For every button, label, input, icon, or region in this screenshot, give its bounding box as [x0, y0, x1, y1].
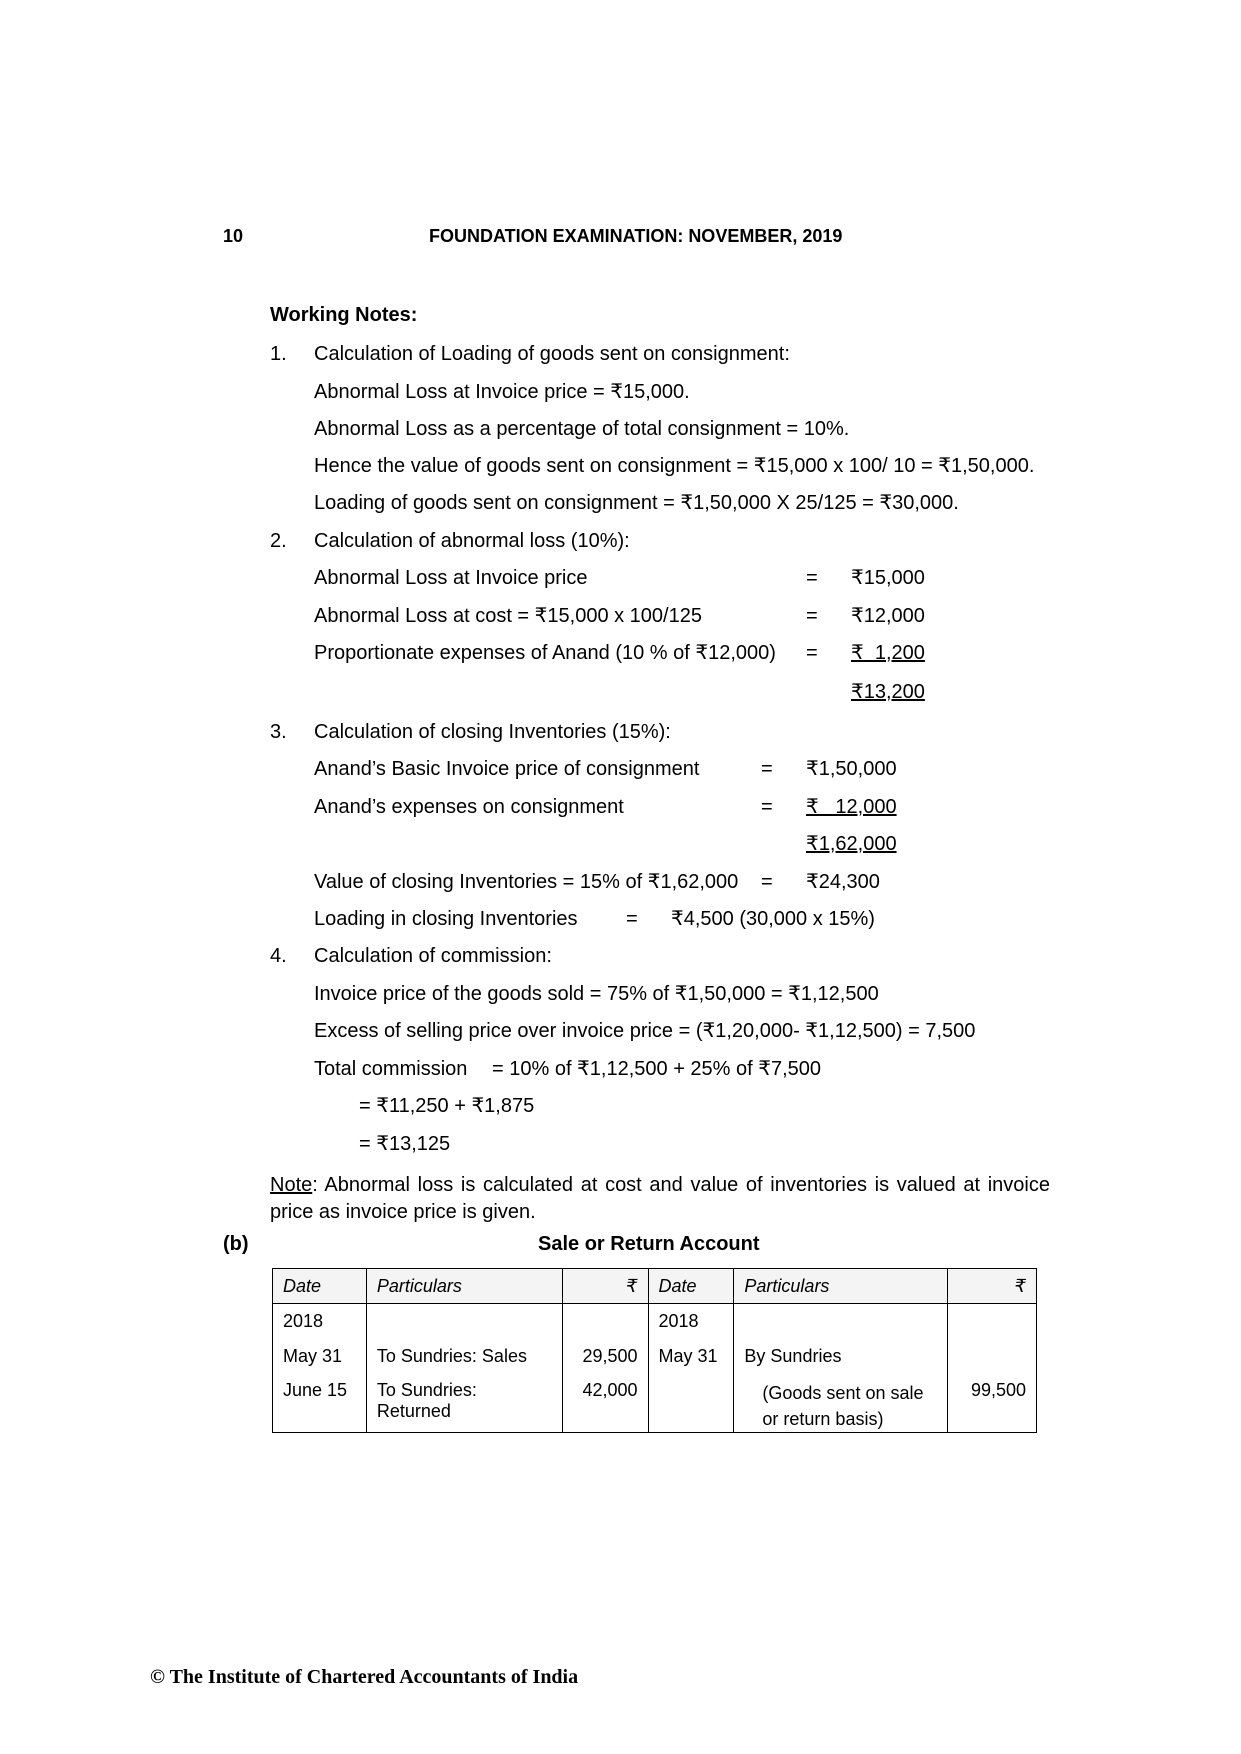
column-header-amount: ₹ — [562, 1269, 648, 1304]
table-cell-particulars: To Sundries: Sales — [366, 1339, 562, 1374]
note-3-total: ₹1,62,000 — [806, 833, 897, 855]
note-4-line-2: Excess of selling price over invoice price = (₹1,20,000- ₹1,12,500) = 7,500 — [314, 1020, 976, 1042]
column-header-amount: ₹ — [948, 1269, 1037, 1304]
note-2-row-equals: = — [806, 605, 818, 627]
table-cell-amount — [948, 1304, 1037, 1340]
column-header-date: Date — [273, 1269, 367, 1304]
page-number: 10 — [223, 226, 244, 246]
table-row — [273, 1304, 1037, 1340]
note-paragraph — [270, 1172, 1050, 1226]
table-cell-particulars — [734, 1304, 948, 1340]
note-2-row-value: ₹15,000 — [851, 567, 925, 589]
column-header-particulars: Particulars — [734, 1269, 948, 1304]
table-cell-date: 2018 — [648, 1304, 734, 1340]
closing-inventories-equals: = — [761, 871, 773, 893]
note-2-title: Calculation of abnormal loss (10%): — [314, 530, 630, 552]
note-4-title: Calculation of commission: — [314, 945, 552, 967]
closing-inventories-value: ₹24,300 — [806, 871, 880, 893]
total-commission-value: = 10% of ₹1,12,500 + 25% of ₹7,500 — [492, 1058, 822, 1080]
loading-closing-value: ₹4,500 (30,000 x 15%) — [671, 908, 875, 930]
note-1-line-2: Abnormal Loss as a percentage of total consignment = 10%. — [314, 418, 850, 440]
table-cell-date — [648, 1374, 734, 1433]
note-3-row-value: ₹1,50,000 — [806, 758, 897, 780]
note-4-line-1: Invoice price of the goods sold = 75% of ₹1,50,000 = ₹1,12,500 — [314, 983, 879, 1005]
note-4-line-4: = ₹11,250 + ₹1,875 — [359, 1095, 535, 1117]
table-cell-particulars — [366, 1304, 562, 1340]
note-3-row-label: Anand’s expenses on consignment — [314, 796, 624, 818]
table-cell-particulars: (Goods sent on sale or return basis) — [734, 1374, 948, 1433]
page-title: FOUNDATION EXAMINATION: NOVEMBER, 2019 — [429, 226, 843, 246]
table-cell-date: May 31 — [273, 1339, 367, 1374]
closing-inventories-label: Value of closing Inventories = 15% of ₹1,62,000 — [314, 871, 739, 893]
note-2-row-label: Abnormal Loss at cost = ₹15,000 x 100/125 — [314, 605, 702, 627]
column-header-particulars: Particulars — [366, 1269, 562, 1304]
part-b-label: (b) — [223, 1233, 249, 1255]
note-3-row-value: ₹ 12,000 — [806, 796, 897, 818]
table-cell-particulars: To Sundries: Returned — [366, 1374, 562, 1433]
table-row — [273, 1339, 1037, 1374]
note-3-row-equals: = — [761, 796, 773, 818]
note-3-row-label: Anand’s Basic Invoice price of consignment — [314, 758, 700, 780]
column-header-date: Date — [648, 1269, 734, 1304]
note-2-row-equals: = — [806, 567, 818, 589]
note-3-row-equals: = — [761, 758, 773, 780]
note-2-row-equals: = — [806, 642, 818, 664]
note-2-total: ₹13,200 — [851, 681, 925, 703]
table-cell-date: May 31 — [648, 1339, 734, 1374]
loading-closing-label: Loading in closing Inventories — [314, 908, 578, 930]
note-1-line-4: Loading of goods sent on consignment = ₹1,50,000 X 25/125 = ₹30,000. — [314, 492, 959, 514]
note-1-title: Calculation of Loading of goods sent on consignment: — [314, 343, 790, 365]
note-1-line-3: Hence the value of goods sent on consignment = ₹15,000 x 100/ 10 = ₹1,50,000. — [314, 455, 1035, 477]
note-text: : Abnormal loss is calculated at cost and value of inventories is valued at invoice price as invoice price is given. — [270, 1174, 1050, 1223]
copyright-footer: © The Institute of Chartered Accountants of India — [150, 1666, 579, 1688]
note-4-line-5: = ₹13,125 — [359, 1133, 451, 1155]
table-cell-amount: 99,500 — [948, 1374, 1037, 1433]
note-label: Note — [270, 1174, 313, 1196]
note-2-row-value: ₹ 1,200 — [851, 642, 925, 664]
note-3-title: Calculation of closing Inventories (15%): — [314, 721, 671, 743]
table-cell-amount — [562, 1304, 648, 1340]
note-4-number: 4. — [270, 945, 287, 967]
sale-or-return-title: Sale or Return Account — [538, 1233, 760, 1255]
sale-or-return-table — [272, 1268, 1037, 1433]
note-2-number: 2. — [270, 530, 287, 552]
table-cell-date: June 15 — [273, 1374, 367, 1433]
note-1-line-1: Abnormal Loss at Invoice price = ₹15,000. — [314, 381, 690, 403]
table-row — [273, 1374, 1037, 1433]
table-cell-amount: 29,500 — [562, 1339, 648, 1374]
table-cell-date: 2018 — [273, 1304, 367, 1340]
note-2-row-label: Proportionate expenses of Anand (10 % of ₹12,000) — [314, 642, 776, 664]
table-cell-amount: 42,000 — [562, 1374, 648, 1433]
note-2-row-label: Abnormal Loss at Invoice price — [314, 567, 588, 589]
table-cell-particulars: By Sundries — [734, 1339, 948, 1374]
table-header-row — [273, 1269, 1037, 1304]
total-commission-label: Total commission — [314, 1058, 468, 1080]
loading-closing-equals: = — [626, 908, 638, 930]
working-notes-heading: Working Notes: — [270, 304, 418, 326]
note-3-number: 3. — [270, 721, 287, 743]
note-2-row-value: ₹12,000 — [851, 605, 925, 627]
note-1-number: 1. — [270, 343, 287, 365]
table-cell-amount — [948, 1339, 1037, 1374]
